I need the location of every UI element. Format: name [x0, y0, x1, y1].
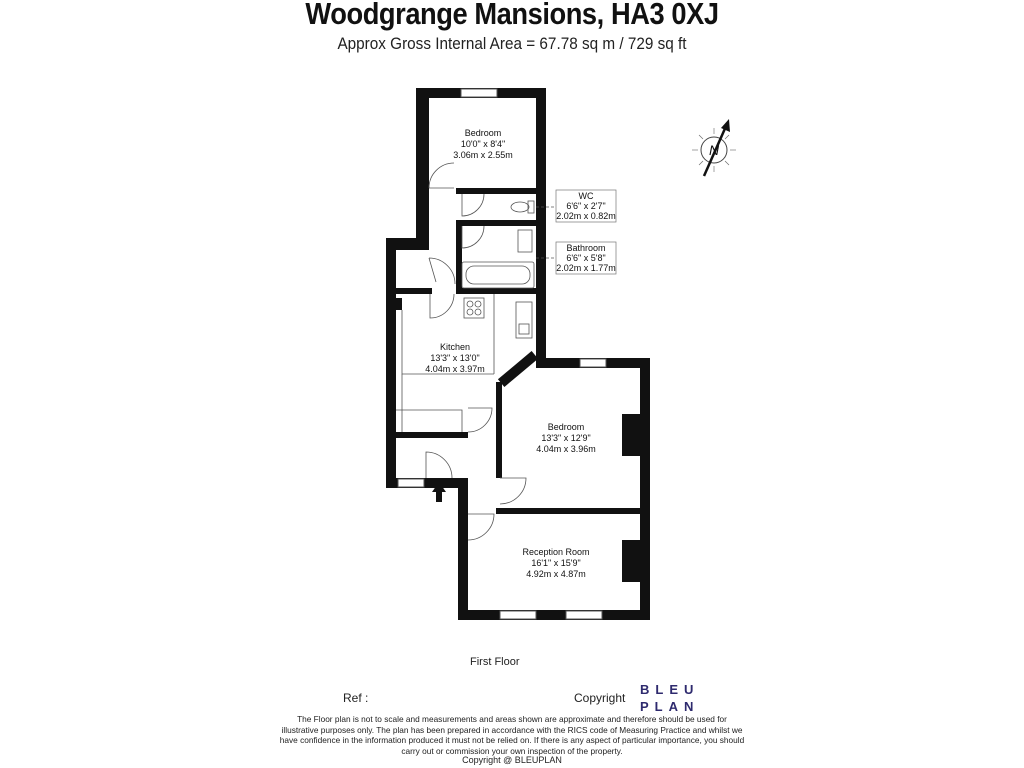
room-label-kitchen [425, 342, 485, 374]
svg-text:6'6" x 5'8": 6'6" x 5'8" [566, 253, 606, 263]
svg-text:16'1" x 15'9": 16'1" x 15'9" [531, 558, 581, 568]
svg-text:N: N [708, 142, 720, 158]
walls [386, 88, 650, 620]
svg-text:2.02m x 0.82m: 2.02m x 0.82m [556, 211, 616, 221]
windows [398, 89, 606, 619]
svg-text:4.04m x 3.96m: 4.04m x 3.96m [536, 444, 596, 454]
svg-text:6'6" x 2'7": 6'6" x 2'7" [566, 201, 606, 211]
svg-text:Kitchen: Kitchen [439, 342, 471, 352]
room-label-bathroom [536, 242, 616, 274]
room-label-wc [536, 190, 616, 222]
ref-label: Ref : [343, 691, 369, 705]
area-subtitle: Approx Gross Internal Area = 67.78 sq m / 729 sq ft [337, 34, 687, 53]
copyright-footer: Copyright @ BLEUPLAN [462, 755, 562, 765]
room-label-bedroom-top [453, 128, 513, 160]
svg-text:WC: WC [578, 191, 594, 201]
svg-text:4.92m x 4.87m: 4.92m x 4.87m [526, 569, 586, 579]
copyright-label: Copyright [574, 691, 626, 705]
room-label-reception [522, 547, 589, 579]
svg-text:10'0" x 8'4": 10'0" x 8'4" [460, 139, 506, 149]
svg-text:2.02m x 1.77m: 2.02m x 1.77m [556, 263, 616, 273]
floor-label: First Floor [470, 656, 520, 668]
room-label-bedroom-right [536, 422, 596, 454]
disclaimer-text: The Floor plan is not to scale and measurements and areas shown are approximate and therefore should be used for illustrative purposes only. The plan has been prepared in accordance with the RICS code of Measuring Practice and whilst we have confidence in the information produced it must not be relied on. If there is any aspect of particular importance, you should carry out or commission your own inspection of the property. [279, 714, 745, 756]
svg-text:13'3" x 13'0": 13'3" x 13'0" [430, 353, 480, 363]
svg-text:Bedroom: Bedroom [464, 128, 502, 138]
svg-text:13'3" x 12'9": 13'3" x 12'9" [541, 433, 591, 443]
svg-text:Bedroom: Bedroom [547, 422, 585, 432]
page-title: Woodgrange Mansions, HA3 0XJ [305, 0, 719, 31]
logo-line-2: PLAN [640, 699, 700, 714]
svg-text:4.04m x 3.97m: 4.04m x 3.97m [425, 364, 485, 374]
bleuplan-logo [640, 681, 710, 715]
svg-text:Bathroom: Bathroom [566, 243, 606, 253]
svg-text:Reception Room: Reception Room [522, 547, 590, 557]
svg-text:3.06m x 2.55m: 3.06m x 2.55m [453, 150, 513, 160]
logo-line-1: BLEU [640, 682, 700, 697]
compass-icon [692, 119, 736, 176]
